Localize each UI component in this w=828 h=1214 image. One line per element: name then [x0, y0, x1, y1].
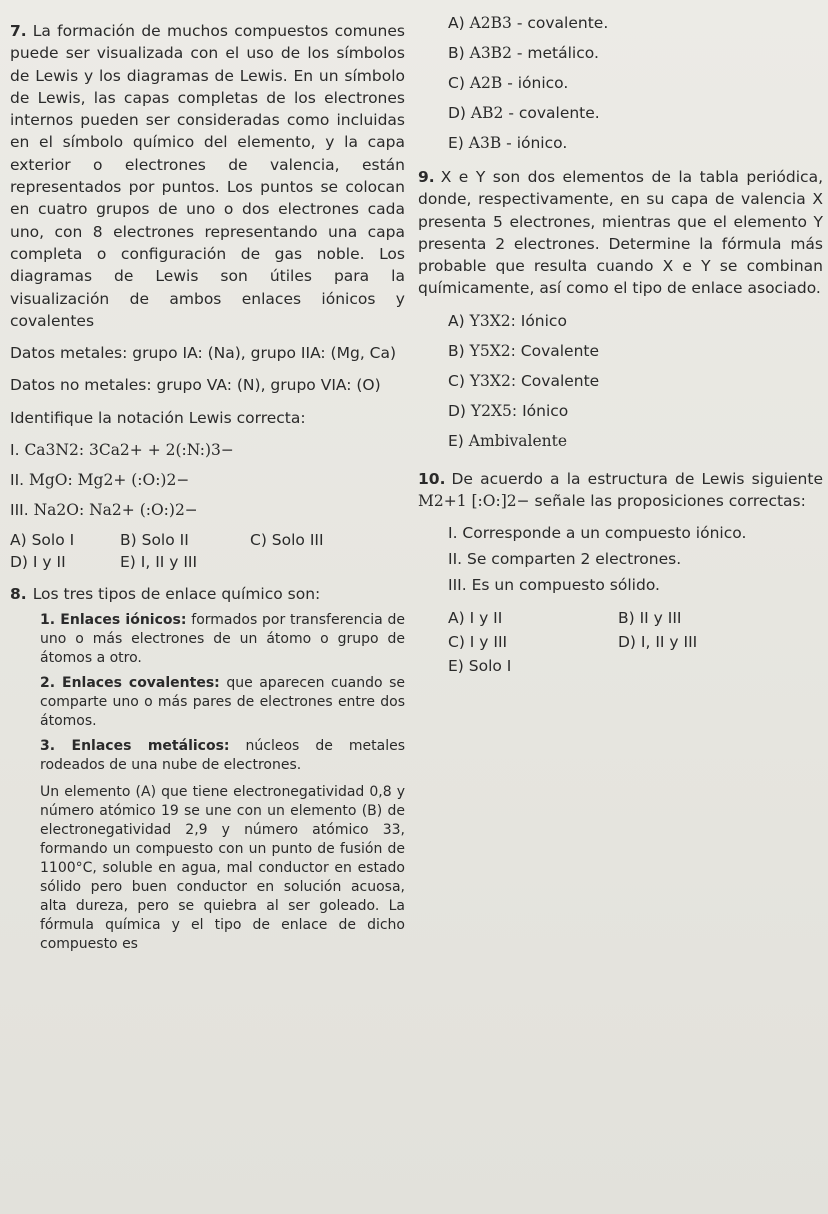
- q8-option-a[interactable]: [448, 8, 823, 38]
- lewis-structure: M2+1 [:O:]2−: [418, 492, 530, 511]
- q9-option-a[interactable]: [448, 306, 823, 336]
- option-formula: Y2X5: [470, 401, 512, 420]
- item-label: III.: [10, 501, 29, 520]
- question-7: [10, 20, 405, 332]
- q9-option-b[interactable]: [448, 336, 823, 366]
- bond-types: [10, 611, 405, 775]
- bond-type-title: 3. Enlaces metálicos:: [40, 738, 230, 755]
- option-label: B): [448, 341, 465, 360]
- q10-option-a[interactable]: A) I y II: [448, 609, 503, 628]
- question-10-items: [418, 520, 823, 598]
- q7-option-c[interactable]: C) Solo III: [250, 531, 324, 550]
- option-type: - covalente.: [508, 104, 600, 122]
- option-formula: A3B2: [469, 44, 512, 62]
- option-type: : Covalente: [510, 341, 600, 360]
- option-formula: A3B: [468, 134, 502, 152]
- q7-option-e[interactable]: E) I, II y III: [120, 553, 198, 572]
- q8-option-d[interactable]: [448, 98, 823, 128]
- question-7-options: [10, 529, 405, 573]
- right-column: [418, 8, 823, 678]
- item-label: I.: [10, 441, 20, 460]
- option-label: C): [448, 371, 465, 390]
- option-type: : Covalente: [510, 371, 600, 390]
- question-10: [418, 468, 823, 513]
- q7-option-a[interactable]: A) Solo I: [10, 531, 75, 550]
- bond-type-covalent: [40, 674, 405, 731]
- question-9-number: 9.: [418, 168, 435, 186]
- option-label: A): [448, 14, 465, 32]
- q7-option-b[interactable]: B) Solo II: [120, 531, 189, 550]
- q10-item-2: II. Se comparten 2 electrones.: [448, 550, 682, 569]
- q10-item-1: I. Corresponde a un compuesto iónico.: [448, 524, 747, 543]
- lewis-items: [10, 435, 405, 525]
- lewis-formula-2: MgO: Mg2+ (:O:)2−: [29, 471, 190, 490]
- question-9-text: X e Y son dos elementos de la tabla periódica, donde, respectivamente, en su capa de valencia X presenta 5 electrones, mientras que el elemento Y presenta 2 electrones. Determine la fórmula más probable que resulta cuando X e Y se combinan químicamente, así como el tipo de enlace asociado.: [418, 168, 823, 298]
- bond-type-title: 2. Enlaces covalentes:: [40, 675, 220, 692]
- q9-option-e[interactable]: [448, 426, 823, 456]
- nonmetals-data: Datos no metales: grupo VA: (N), grupo VIA: (O): [10, 376, 381, 395]
- q10-option-c[interactable]: C) I y III: [448, 633, 508, 652]
- q9-option-c[interactable]: [448, 366, 823, 396]
- question-10-options: [418, 606, 823, 678]
- metals-data: Datos metales: grupo IA: (Na), grupo IIA: (Mg, Ca): [10, 344, 397, 363]
- option-formula: Ambivalente: [468, 431, 568, 450]
- question-8: [10, 583, 405, 605]
- q8-option-b[interactable]: [448, 38, 823, 68]
- q7-option-d[interactable]: D) I y II: [10, 553, 66, 572]
- q10-item-3: III. Es un compuesto sólido.: [448, 576, 660, 595]
- option-type: - metálico.: [516, 44, 599, 62]
- bond-type-metallic: [40, 737, 405, 775]
- option-type: - iónico.: [507, 74, 569, 92]
- q9-option-d[interactable]: [448, 396, 823, 426]
- question-7-intro: La formación de muchos compuestos comunes puede ser visualizada con el uso de los símbolos de Lewis y los diagramas de Lewis. En un símbolo de Lewis, las capas completas de los electrones internos pueden ser consideradas como incluidas en el símbolo químico del elemento, y la capa exterior o electrones de valencia, están representados por puntos. Los puntos se colocan en cuatro grupos de uno o dos electrones cada uno, con 8 electrones representando una capa completa o configuración de gas noble. Los diagramas de Lewis son útiles para la visualización de ambos enlaces iónicos y covalentes: [10, 22, 405, 330]
- bond-type-text: que aparecen cuando se comparte uno o más pares de electrones entre dos átomos.: [40, 675, 405, 730]
- option-type: : Iónico: [510, 311, 567, 330]
- option-label: B): [448, 44, 465, 62]
- bond-type-title: 1. Enlaces iónicos:: [40, 612, 187, 629]
- option-formula: A2B: [469, 74, 503, 92]
- lewis-formula-3: Na2O: Na2+ (:O:)2−: [33, 501, 198, 520]
- question-8-number: 8.: [10, 585, 27, 604]
- question-7-number: 7.: [10, 22, 27, 40]
- option-formula: A2B3: [469, 14, 512, 32]
- q10-option-e[interactable]: E) Solo I: [448, 657, 512, 676]
- q8-option-c[interactable]: [448, 68, 823, 98]
- option-formula: Y5X2: [469, 341, 511, 360]
- option-type: - iónico.: [506, 134, 568, 152]
- lewis-item-3: [10, 495, 405, 525]
- option-label: D): [448, 401, 466, 420]
- item-label: II.: [10, 471, 25, 490]
- bond-type-text: núcleos de metales rodeados de una nube de electrones.: [40, 738, 406, 774]
- option-formula: Y3X2: [469, 371, 511, 390]
- question-9: [418, 166, 823, 300]
- option-label: E): [448, 134, 464, 152]
- lewis-item-1: [10, 435, 405, 465]
- bond-type-text: formados por transferencia de uno o más electrones de un átomo o grupo de átomos a otro.: [40, 612, 405, 667]
- bond-type-ionic: [40, 611, 405, 668]
- q8-option-e[interactable]: [448, 128, 823, 158]
- question-9-options: [418, 306, 823, 456]
- question-10-number: 10.: [418, 469, 446, 488]
- option-label: E): [448, 431, 464, 450]
- question-8-tail: Un elemento (A) que tiene electronegatividad 0,8 y número atómico 19 se une con un elemento (B) de electronegatividad 2,9 y número atómico 33, formando un compuesto con un punto de fusión de 1100°C, soluble en agua, mal conductor en estado sólido pero buen conductor en solución acuosa, alta dureza, pero se quiebra al ser goleado. La fórmula química y el tipo de enlace de dicho compuesto es: [40, 784, 405, 953]
- q10-option-d[interactable]: D) I, II y III: [618, 633, 698, 652]
- question-8-intro: Los tres tipos de enlace químico son:: [32, 585, 321, 604]
- question-10-text-a: De acuerdo a la estructura de Lewis siguiente: [451, 469, 823, 488]
- option-label: A): [448, 311, 465, 330]
- option-formula: AB2: [470, 104, 504, 122]
- option-label: D): [448, 104, 466, 122]
- question-10-text-b: señale las proposiciones correctas:: [534, 492, 806, 511]
- left-column: [10, 20, 405, 954]
- question-8-options: [418, 8, 823, 158]
- option-formula: Y3X2: [469, 311, 511, 330]
- q10-option-b[interactable]: B) II y III: [618, 609, 682, 628]
- lewis-item-2: [10, 465, 405, 495]
- option-type: - covalente.: [516, 14, 609, 32]
- option-label: C): [448, 74, 465, 92]
- question-7-prompt: Identifique la notación Lewis correcta:: [10, 408, 306, 427]
- lewis-formula-1: Ca3N2: 3Ca2+ + 2(:N:)3−: [24, 441, 234, 460]
- option-type: : Iónico: [511, 401, 569, 420]
